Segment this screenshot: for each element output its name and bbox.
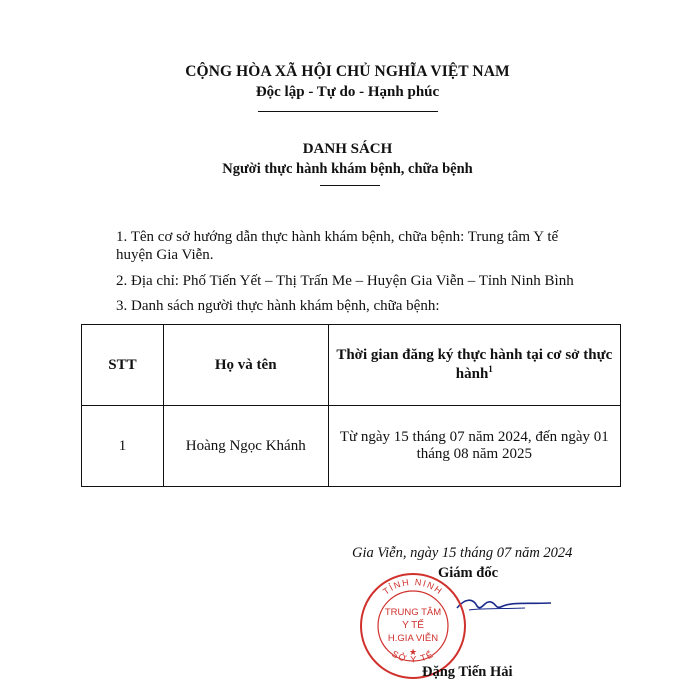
item-1-line-1: 1. Tên cơ sở hướng dẫn thực hành khám bệnh, chữa bệnh: Trung tâm Y tế [116,229,559,245]
signer-name: Đặng Tiến Hải [422,664,513,680]
item-1-line-2: huyện Gia Viễn. [116,247,214,263]
signer-role: Giám đốc [438,565,499,581]
header-name: Họ và tên [163,325,328,406]
stamp-line-2: Y TẾ [402,620,424,631]
document-subtitle: Người thực hành khám bệnh, chữa bệnh [222,161,473,177]
nation-heading: CỘNG HÒA XÃ HỘI CHỦ NGHĨA VIỆT NAM [185,63,510,80]
handwritten-signature [455,590,555,620]
row-time: Từ ngày 15 tháng 07 năm 2024, đến ngày 01 tháng 08 năm 2025 [328,406,620,487]
row-stt: 1 [82,406,164,487]
title-underline [320,185,380,186]
place-date: Gia Viễn, ngày 15 tháng 07 năm 2024 [352,545,573,561]
header-time-label: Thời gian đăng ký thực hành tại cơ sở thực hành [336,347,613,382]
header-time [328,325,620,406]
stamp-line-3: H.GIA VIỄN [387,633,439,644]
row-name: Hoàng Ngọc Khánh [163,406,328,487]
practitioner-table [81,324,621,487]
document-title: DANH SÁCH [302,141,393,157]
item-2: 2. Địa chỉ: Phố Tiến Yết – Thị Trấn Me – Huyện Gia Viễn – Tỉnh Ninh Bình [116,273,574,289]
table-row [82,406,621,487]
table-header-row [82,325,621,406]
footnote-marker: 1 [488,364,493,374]
motto-heading: Độc lập - Tự do - Hạnh phúc [255,84,440,100]
stamp-ring-top: TỈNH NINH [381,576,445,597]
stamp-ring-left: SỞ Y TẾ [390,648,436,665]
header-stt: STT [82,325,164,406]
star-icon: ★ [408,647,418,657]
motto-underline [258,111,438,112]
stamp-line-1: TRUNG TÂM [384,607,442,618]
item-3: 3. Danh sách người thực hành khám bệnh, chữa bệnh: [116,298,440,314]
